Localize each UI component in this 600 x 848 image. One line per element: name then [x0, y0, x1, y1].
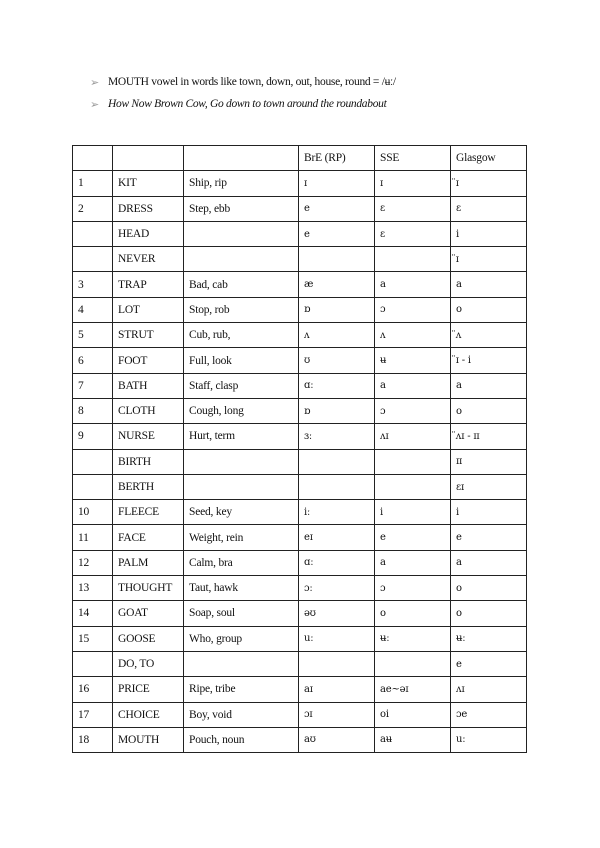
cell-number: 2: [73, 196, 113, 221]
table-row: [73, 449, 527, 474]
cell-sse: ɪ: [375, 171, 451, 196]
table-row: [73, 500, 527, 525]
cell-sse: ɛ: [375, 221, 451, 246]
table-row: [73, 373, 527, 398]
cell-bre-rp: ɜː: [299, 424, 375, 449]
cell-number: 6: [73, 348, 113, 373]
table-row: [73, 171, 527, 196]
cell-bre-rp: æ: [299, 272, 375, 297]
arrow-bullet-icon: ➢: [90, 97, 99, 111]
table-row: [73, 576, 527, 601]
cell-sse: o: [375, 601, 451, 626]
cell-number: 5: [73, 323, 113, 348]
cell-bre-rp: ɑː: [299, 373, 375, 398]
table-row: [73, 474, 527, 499]
cell-sse: ʉ: [375, 348, 451, 373]
table-row: [73, 550, 527, 575]
cell-number: 7: [73, 373, 113, 398]
table-row: [73, 424, 527, 449]
cell-number: [73, 221, 113, 246]
cell-glasgow: i: [451, 221, 527, 246]
vowel-comparison-table: [72, 145, 527, 753]
bullet-item: [90, 93, 560, 115]
cell-example-words: Seed, key: [184, 500, 299, 525]
cell-number: [73, 474, 113, 499]
table-header-row: [73, 146, 527, 171]
cell-example-words: Boy, void: [184, 702, 299, 727]
cell-glasgow: ʉ̶ː: [451, 626, 527, 651]
cell-glasgow: o: [451, 398, 527, 423]
cell-glasgow: o: [451, 297, 527, 322]
cell-lexical-set: KIT: [113, 171, 184, 196]
arrow-bullet-icon: ➢: [90, 75, 99, 89]
table-row: [73, 348, 527, 373]
cell-lexical-set: GOAT: [113, 601, 184, 626]
cell-example-words: Ripe, tribe: [184, 677, 299, 702]
cell-sse: [375, 651, 451, 676]
cell-lexical-set: STRUT: [113, 323, 184, 348]
cell-bre-rp: [299, 449, 375, 474]
cell-example-words: Calm, bra: [184, 550, 299, 575]
cell-lexical-set: NURSE: [113, 424, 184, 449]
cell-bre-rp: e: [299, 221, 375, 246]
cell-lexical-set: DO, TO: [113, 651, 184, 676]
cell-number: 15: [73, 626, 113, 651]
cell-number: 18: [73, 727, 113, 752]
cell-sse: oi: [375, 702, 451, 727]
cell-example-words: [184, 449, 299, 474]
cell-glasgow: ɛɪ: [451, 474, 527, 499]
cell-sse: aʉ: [375, 727, 451, 752]
cell-lexical-set: LOT: [113, 297, 184, 322]
table-row: [73, 247, 527, 272]
cell-example-words: Staff, clasp: [184, 373, 299, 398]
cell-sse: a: [375, 550, 451, 575]
cell-bre-rp: ɔː: [299, 576, 375, 601]
cell-number: [73, 247, 113, 272]
cell-number: 12: [73, 550, 113, 575]
cell-lexical-set: DRESS: [113, 196, 184, 221]
cell-glasgow: a: [451, 373, 527, 398]
cell-lexical-set: CLOTH: [113, 398, 184, 423]
cell-bre-rp: ɪ: [299, 171, 375, 196]
cell-sse: ɔ: [375, 398, 451, 423]
cell-sse: e: [375, 525, 451, 550]
cell-number: 16: [73, 677, 113, 702]
cell-example-words: [184, 247, 299, 272]
cell-lexical-set: FACE: [113, 525, 184, 550]
cell-lexical-set: MOUTH: [113, 727, 184, 752]
cell-lexical-set: NEVER: [113, 247, 184, 272]
cell-bre-rp: iː: [299, 500, 375, 525]
cell-lexical-set: THOUGHT: [113, 576, 184, 601]
cell-lexical-set: BERTH: [113, 474, 184, 499]
table-row: [73, 221, 527, 246]
cell-lexical-set: CHOICE: [113, 702, 184, 727]
cell-lexical-set: BIRTH: [113, 449, 184, 474]
cell-example-words: Ship, rip: [184, 171, 299, 196]
cell-number: 14: [73, 601, 113, 626]
cell-glasgow: ʌɪ: [451, 677, 527, 702]
header-cell-lexical-set: [113, 146, 184, 171]
header-cell-bre-rp: BrE (RP): [299, 146, 375, 171]
table-row: [73, 323, 527, 348]
cell-glasgow: ̈ɪ - i: [451, 348, 527, 373]
cell-glasgow: ɔe: [451, 702, 527, 727]
cell-bre-rp: uː: [299, 626, 375, 651]
cell-lexical-set: FOOT: [113, 348, 184, 373]
cell-number: 17: [73, 702, 113, 727]
cell-bre-rp: ɒ: [299, 398, 375, 423]
cell-bre-rp: [299, 474, 375, 499]
table-row: [73, 525, 527, 550]
cell-number: 10: [73, 500, 113, 525]
cell-glasgow: o: [451, 576, 527, 601]
cell-sse: a: [375, 272, 451, 297]
cell-sse: i: [375, 500, 451, 525]
cell-glasgow: ɪɪ: [451, 449, 527, 474]
cell-bre-rp: aɪ: [299, 677, 375, 702]
cell-bre-rp: [299, 651, 375, 676]
cell-example-words: Weight, rein: [184, 525, 299, 550]
cell-sse: ɛ: [375, 196, 451, 221]
cell-example-words: Full, look: [184, 348, 299, 373]
table-row: [73, 398, 527, 423]
table-row: [73, 626, 527, 651]
cell-number: 11: [73, 525, 113, 550]
cell-sse: a: [375, 373, 451, 398]
cell-bre-rp: ɑː: [299, 550, 375, 575]
cell-bre-rp: ʌ: [299, 323, 375, 348]
bullet-text: How Now Brown Cow, Go down to town around the roundabout: [108, 98, 387, 110]
table-row: [73, 651, 527, 676]
cell-example-words: [184, 474, 299, 499]
cell-glasgow: ̈ɪ: [451, 247, 527, 272]
table-row: [73, 601, 527, 626]
cell-bre-rp: ɔɪ: [299, 702, 375, 727]
cell-sse: ʌɪ: [375, 424, 451, 449]
cell-example-words: Bad, cab: [184, 272, 299, 297]
cell-number: 1: [73, 171, 113, 196]
cell-number: 13: [73, 576, 113, 601]
cell-sse: [375, 247, 451, 272]
cell-sse: ʌ: [375, 323, 451, 348]
cell-glasgow: i: [451, 500, 527, 525]
cell-sse: [375, 449, 451, 474]
cell-lexical-set: PRICE: [113, 677, 184, 702]
cell-glasgow: e: [451, 651, 527, 676]
cell-glasgow: e: [451, 525, 527, 550]
cell-sse: ɔ: [375, 297, 451, 322]
cell-bre-rp: e: [299, 196, 375, 221]
cell-number: 8: [73, 398, 113, 423]
cell-sse: ʉ̶ː: [375, 626, 451, 651]
cell-example-words: Taut, hawk: [184, 576, 299, 601]
cell-glasgow: a: [451, 550, 527, 575]
table-row: [73, 196, 527, 221]
cell-glasgow: uː: [451, 727, 527, 752]
cell-bre-rp: əʊ: [299, 601, 375, 626]
cell-glasgow: a: [451, 272, 527, 297]
cell-glasgow: o: [451, 601, 527, 626]
cell-example-words: [184, 651, 299, 676]
cell-bre-rp: aʊ: [299, 727, 375, 752]
header-cell-example-words: [184, 146, 299, 171]
cell-example-words: [184, 221, 299, 246]
cell-lexical-set: BATH: [113, 373, 184, 398]
cell-lexical-set: GOOSE: [113, 626, 184, 651]
cell-number: [73, 651, 113, 676]
cell-number: 3: [73, 272, 113, 297]
bullet-item: [90, 71, 560, 93]
cell-example-words: Who, group: [184, 626, 299, 651]
cell-lexical-set: TRAP: [113, 272, 184, 297]
cell-bre-rp: [299, 247, 375, 272]
header-cell-number: [73, 146, 113, 171]
table-row: [73, 297, 527, 322]
cell-number: 9: [73, 424, 113, 449]
cell-sse: ae~əɪ: [375, 677, 451, 702]
table-row: [73, 702, 527, 727]
header-cell-sse: SSE: [375, 146, 451, 171]
cell-number: 4: [73, 297, 113, 322]
cell-example-words: Step, ebb: [184, 196, 299, 221]
table-row: [73, 272, 527, 297]
table-row: [73, 677, 527, 702]
cell-example-words: Cub, rub,: [184, 323, 299, 348]
cell-glasgow: ̈ɪ: [451, 171, 527, 196]
cell-example-words: Soap, soul: [184, 601, 299, 626]
cell-lexical-set: HEAD: [113, 221, 184, 246]
table-row: [73, 727, 527, 752]
cell-lexical-set: PALM: [113, 550, 184, 575]
cell-bre-rp: ɒ: [299, 297, 375, 322]
cell-example-words: Stop, rob: [184, 297, 299, 322]
cell-bre-rp: eɪ: [299, 525, 375, 550]
bullet-list: [90, 71, 560, 115]
cell-glasgow: ̈ʌɪ - ɪɪ: [451, 424, 527, 449]
cell-sse: ɔ: [375, 576, 451, 601]
cell-glasgow: ̈ʌ: [451, 323, 527, 348]
cell-example-words: Cough, long: [184, 398, 299, 423]
cell-number: [73, 449, 113, 474]
cell-example-words: Hurt, term: [184, 424, 299, 449]
cell-example-words: Pouch, noun: [184, 727, 299, 752]
cell-bre-rp: ʊ: [299, 348, 375, 373]
bullet-text: MOUTH vowel in words like town, down, out, house, round = /ʉː/: [108, 76, 396, 88]
header-cell-glasgow: Glasgow: [451, 146, 527, 171]
cell-glasgow: ɛ: [451, 196, 527, 221]
cell-lexical-set: FLEECE: [113, 500, 184, 525]
cell-sse: [375, 474, 451, 499]
